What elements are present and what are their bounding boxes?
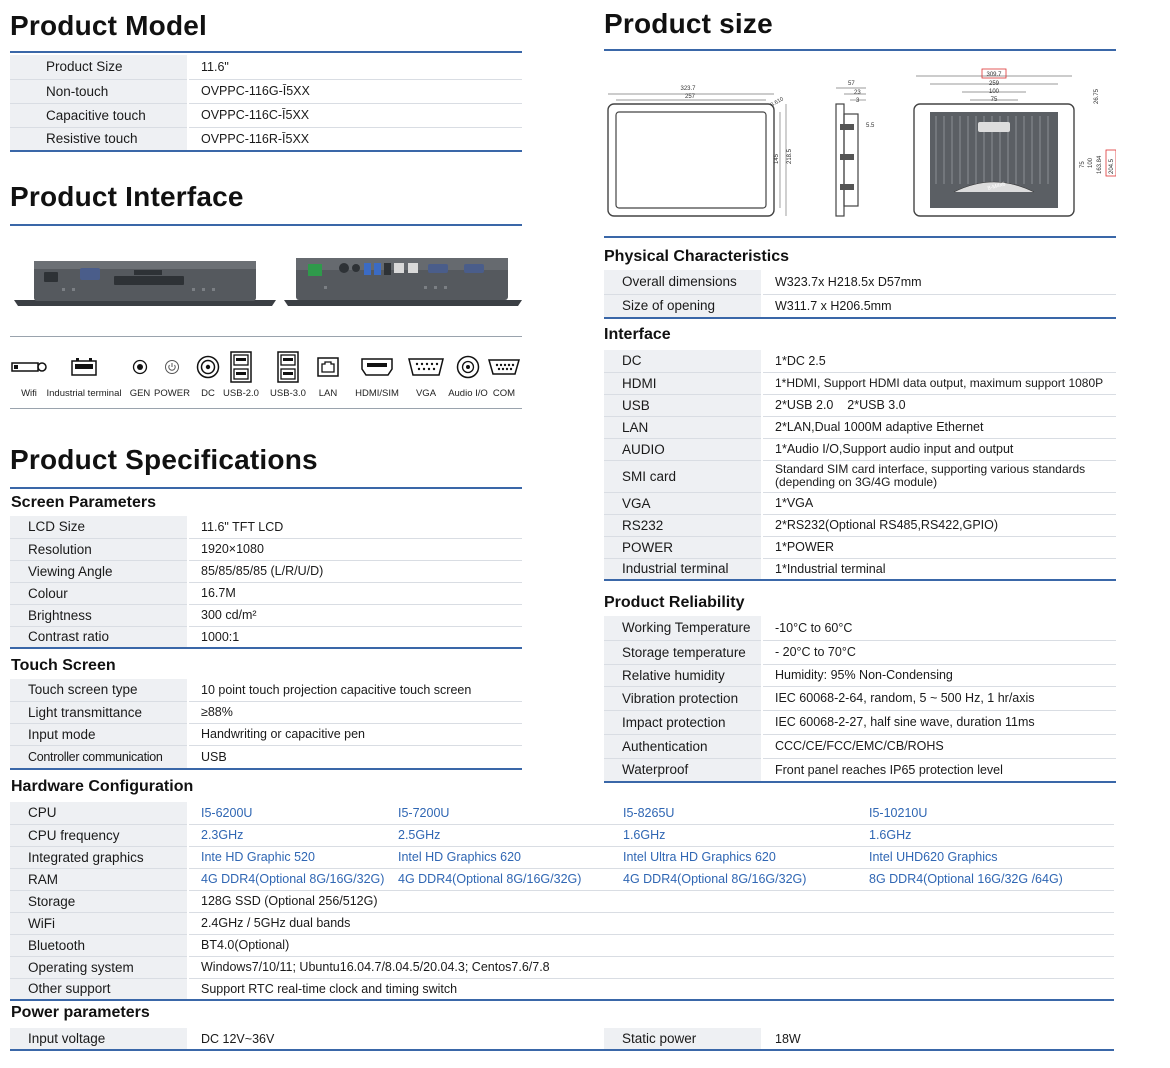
table-row [604, 558, 1116, 580]
row-label: RS232 [604, 514, 762, 536]
dimension-drawings [604, 64, 1116, 224]
table-row [604, 372, 1116, 394]
dimension-label: 163.84 [1097, 155, 1103, 174]
table-row [10, 723, 522, 745]
lan-icon [317, 357, 339, 377]
touch-screen-heading: Touch Screen [11, 657, 116, 674]
table-row [604, 350, 1116, 372]
dimension-label: 145 [774, 153, 780, 164]
dimension-label: 3 [856, 98, 860, 104]
row-label: Storage [10, 890, 188, 912]
table-row [604, 438, 1116, 460]
row-value: 2*USB 2.0 2*USB 3.0 [762, 394, 1116, 416]
wifi-antenna-icon [11, 360, 47, 374]
row-label: POWER [604, 536, 762, 558]
dimension-label: 257 [684, 94, 696, 100]
device-port-view-image [284, 254, 522, 308]
row-label: Overall dimensions [604, 270, 762, 294]
table-row [10, 103, 522, 127]
product-reliability-heading: Product Reliability [604, 594, 745, 611]
divider [10, 408, 522, 409]
device-bottom-view-image [14, 256, 276, 308]
divider [10, 336, 522, 337]
terminal-block-icon [71, 358, 97, 376]
row-label: Static power [604, 1028, 762, 1050]
row-label: Vibration protection [604, 686, 762, 710]
row-label: Size of opening [604, 294, 762, 318]
divider [604, 49, 1116, 51]
icon-label: GEN [129, 388, 151, 399]
screen-parameters-heading: Screen Parameters [11, 494, 156, 511]
table-row [10, 560, 522, 582]
row-label: Controller communication [10, 745, 188, 769]
row-label: Input voltage [10, 1028, 188, 1050]
dc-jack-icon [196, 355, 220, 379]
table-row [604, 460, 1116, 492]
icon-label: Wifi [21, 388, 37, 399]
row-value: 85/85/85/85 (L/R/U/D) [188, 560, 522, 582]
row-value: Front panel reaches IP65 protection level [762, 758, 1116, 782]
table-row [604, 640, 1116, 664]
table-row [604, 416, 1116, 438]
table-row [10, 846, 1114, 868]
row-label: Bluetooth [10, 934, 188, 956]
row-value: IEC 60068-2-64, random, 5 ~ 500 Hz, 1 hr/axis [762, 686, 1116, 710]
table-row [604, 758, 1116, 782]
table-row [10, 701, 522, 723]
row-label: Contrast ratio [10, 626, 188, 648]
table-row [10, 956, 1114, 978]
row-value: 16.7M [188, 582, 522, 604]
dimension-label: 204.5 [1109, 158, 1115, 174]
row-label: Brightness [10, 604, 188, 626]
interface-table [604, 350, 1116, 581]
row-label: Resolution [10, 538, 188, 560]
row-value: 1*VGA [762, 492, 1116, 514]
physical-characteristics-heading: Physical Characteristics [604, 248, 789, 265]
row-value: 2*LAN,Dual 1000M adaptive Ethernet [762, 416, 1116, 438]
table-row [604, 394, 1116, 416]
icon-label: VGA [415, 388, 437, 399]
row-value: - 20°C to 70°C [762, 640, 1116, 664]
product-model-table [10, 55, 522, 152]
vga-icon [408, 357, 444, 377]
row-value: 1*HDMI, Support HDMI data output, maximum support 1080P [762, 372, 1116, 394]
row-label: CPU frequency [10, 824, 188, 846]
row-value: 2.5GHz [386, 824, 611, 846]
row-label: SMI card [604, 460, 762, 492]
table-row [10, 802, 1114, 824]
wifi-item [10, 350, 48, 399]
interface-heading: Interface [604, 326, 671, 343]
row-label: Light transmittance [10, 701, 188, 723]
dimension-label: 75 [990, 97, 998, 103]
power-parameters-heading: Power parameters [11, 1004, 150, 1021]
row-label: Colour [10, 582, 188, 604]
divider [10, 487, 522, 489]
table-row [10, 582, 522, 604]
row-label: LCD Size [10, 516, 188, 538]
row-label: Integrated graphics [10, 846, 188, 868]
row-value: Inte HD Graphic 520 [188, 846, 386, 868]
row-label: USB [604, 394, 762, 416]
row-label: Viewing Angle [10, 560, 188, 582]
divider [604, 236, 1116, 238]
row-label: Other support [10, 978, 188, 1000]
gen-item [126, 350, 154, 399]
row-value: I5-6200U [188, 802, 386, 824]
row-value: 1.6GHz [611, 824, 857, 846]
touch-screen-table [10, 679, 522, 770]
table-row [10, 79, 522, 103]
row-value: I5-8265U [611, 802, 857, 824]
row-value: 8G DDR4(Optional 16G/32G /64G) [857, 868, 1114, 890]
table-row [10, 978, 1114, 1000]
row-value: Support RTC real-time clock and timing switch [188, 978, 1114, 1000]
row-label: Relative humidity [604, 664, 762, 686]
interface-icon-row [10, 350, 522, 406]
screen-parameters-table [10, 516, 522, 649]
dc-item [194, 350, 222, 399]
row-value: 1*Industrial terminal [762, 558, 1116, 580]
row-value: Intel UHD620 Graphics [857, 846, 1114, 868]
row-value: Intel HD Graphics 620 [386, 846, 611, 868]
hdmi-item [352, 350, 402, 399]
table-row [604, 664, 1116, 686]
row-value: Handwriting or capacitive pen [188, 723, 522, 745]
hardware-configuration-table [10, 802, 1114, 1001]
dimension-label: 100 [1088, 157, 1094, 168]
hardware-configuration-heading: Hardware Configuration [11, 778, 194, 795]
row-label: WiFi [10, 912, 188, 934]
row-value: ≥88% [188, 701, 522, 723]
icon-label: Audio I/O [448, 388, 488, 399]
dimension-label: 23 [854, 90, 861, 96]
row-label: VGA [604, 492, 762, 514]
icon-label: LAN [318, 388, 338, 399]
table-row [604, 536, 1116, 558]
table-row [604, 710, 1116, 734]
row-value: 300 cd/m² [188, 604, 522, 626]
front-view-drawing [608, 86, 793, 216]
divider [10, 224, 522, 226]
row-value: 1920×1080 [188, 538, 522, 560]
power-icon [164, 359, 180, 375]
row-value: 10 point touch projection capacitive touch screen [188, 679, 522, 701]
dimension-label: 309.7 [986, 72, 1002, 78]
product-reliability-table [604, 616, 1116, 783]
usb2-icon [230, 351, 252, 383]
row-value: DC 12V~36V [188, 1028, 604, 1050]
icon-label: COM [492, 388, 516, 399]
row-value: Humidity: 95% Non-Condensing [762, 664, 1116, 686]
table-row [10, 745, 522, 769]
row-value: 2.4GHz / 5GHz dual bands [188, 912, 1114, 934]
dimension-label: 259 [988, 81, 1000, 87]
hdmi-icon [361, 358, 393, 376]
divider [10, 51, 522, 53]
row-label: CPU [10, 802, 188, 824]
table-row [10, 868, 1114, 890]
terminal-item [46, 350, 122, 399]
table-row [604, 294, 1116, 318]
row-label: Storage temperature [604, 640, 762, 664]
table-row [10, 516, 522, 538]
audio-item [446, 350, 490, 399]
icon-label: DC [201, 388, 215, 399]
com-item [486, 350, 522, 399]
usb3-icon [277, 351, 299, 383]
row-label: LAN [604, 416, 762, 438]
com-icon [488, 358, 520, 376]
icon-label: USB-2.0 [223, 388, 259, 399]
icon-label: Industrial terminal [46, 388, 122, 399]
table-row [10, 679, 522, 701]
row-label: AUDIO [604, 438, 762, 460]
product-model-title: Product Model [10, 10, 208, 41]
gen-port-icon [132, 359, 148, 375]
row-value: USB [188, 745, 522, 769]
row-value: 4G DDR4(Optional 8G/16G/32G) [611, 868, 857, 890]
dimension-label: 75 [1080, 161, 1086, 168]
table-row [604, 686, 1116, 710]
row-label: Resistive touch [10, 127, 188, 151]
row-value: IEC 60068-2-27, half sine wave, duration 11ms [762, 710, 1116, 734]
row-label: DC [604, 350, 762, 372]
row-label: Waterproof [604, 758, 762, 782]
row-value: Standard SIM card interface, supporting various standards (depending on 3G/4G module) [762, 460, 1116, 492]
dimension-label: 8.610 [769, 96, 785, 109]
audio-icon [456, 355, 480, 379]
dimension-label: 100 [988, 89, 1000, 95]
row-label: Product Size [10, 55, 188, 79]
table-row [604, 514, 1116, 536]
dimension-label: 323.7 [680, 86, 696, 92]
table-row [604, 616, 1116, 640]
row-label: HDMI [604, 372, 762, 394]
row-value: 4G DDR4(Optional 8G/16G/32G) [188, 868, 386, 890]
row-label: Industrial terminal [604, 558, 762, 580]
power-parameters-table [10, 1028, 1114, 1051]
dimension-label: 57 [848, 81, 855, 87]
dimension-label: 218.5 [787, 148, 793, 164]
row-value: 2*RS232(Optional RS485,RS422,GPIO) [762, 514, 1116, 536]
row-value: 1.6GHz [857, 824, 1114, 846]
row-value: 11.6" TFT LCD [188, 516, 522, 538]
side-view-drawing [836, 81, 875, 216]
vga-item [406, 350, 446, 399]
table-row [10, 626, 522, 648]
physical-characteristics-table [604, 270, 1116, 319]
usb2-item [222, 350, 260, 399]
row-label: Input mode [10, 723, 188, 745]
row-label: Capacitive touch [10, 103, 188, 127]
icon-label: USB-3.0 [270, 388, 306, 399]
row-value: 11.6" [188, 55, 522, 79]
row-value: -10°C to 60°C [762, 616, 1116, 640]
row-value: Intel Ultra HD Graphics 620 [611, 846, 857, 868]
icon-label: HDMI/SIM [355, 388, 399, 399]
row-value: 2.3GHz [188, 824, 386, 846]
table-row [10, 127, 522, 151]
row-label: Operating system [10, 956, 188, 978]
row-value: 1*Audio I/O,Support audio input and output [762, 438, 1116, 460]
table-row [10, 1028, 1114, 1050]
table-row [10, 912, 1114, 934]
lan-item [314, 350, 342, 399]
power-item [154, 350, 190, 399]
dimension-label: 26.75 [1094, 88, 1100, 104]
row-value: Windows7/10/11; Ubuntu16.04.7/8.04.5/20.04.3; Centos7.6/7.8 [188, 956, 1114, 978]
table-row [10, 604, 522, 626]
row-value: 4G DDR4(Optional 8G/16G/32G) [386, 868, 611, 890]
table-row [10, 824, 1114, 846]
row-value: I5-10210U [857, 802, 1114, 824]
row-value: CCC/CE/FCC/EMC/CB/ROHS [762, 734, 1116, 758]
row-value: OVPPC-116G-Ī5XX [188, 79, 522, 103]
dimension-label: 8-M4x6 [986, 181, 1007, 192]
row-label: Working Temperature [604, 616, 762, 640]
table-row [604, 492, 1116, 514]
row-value: 1*DC 2.5 [762, 350, 1116, 372]
row-value: 1000:1 [188, 626, 522, 648]
table-row [10, 538, 522, 560]
row-label: Touch screen type [10, 679, 188, 701]
row-value: OVPPC-116C-Ī5XX [188, 103, 522, 127]
row-value: W311.7 x H206.5mm [762, 294, 1116, 318]
row-value: BT4.0(Optional) [188, 934, 1114, 956]
icon-label: POWER [154, 388, 190, 399]
row-value: OVPPC-116R-Ī5XX [188, 127, 522, 151]
usb3-item [268, 350, 308, 399]
row-value: 128G SSD (Optional 256/512G) [188, 890, 1114, 912]
back-view-drawing [914, 68, 1116, 216]
table-row [604, 270, 1116, 294]
row-label: Authentication [604, 734, 762, 758]
product-specifications-title: Product Specifications [10, 444, 318, 475]
row-value: W323.7x H218.5x D57mm [762, 270, 1116, 294]
table-row [604, 734, 1116, 758]
table-row [10, 934, 1114, 956]
row-value: 18W [762, 1028, 1114, 1050]
row-label: Non-touch [10, 79, 188, 103]
row-value: I5-7200U [386, 802, 611, 824]
row-value: 1*POWER [762, 536, 1116, 558]
product-size-title: Product size [604, 8, 773, 39]
table-row [10, 890, 1114, 912]
row-label: Impact protection [604, 710, 762, 734]
dimension-label: 5.5 [866, 123, 875, 129]
table-row [10, 55, 522, 79]
row-label: RAM [10, 868, 188, 890]
product-interface-title: Product Interface [10, 181, 244, 212]
